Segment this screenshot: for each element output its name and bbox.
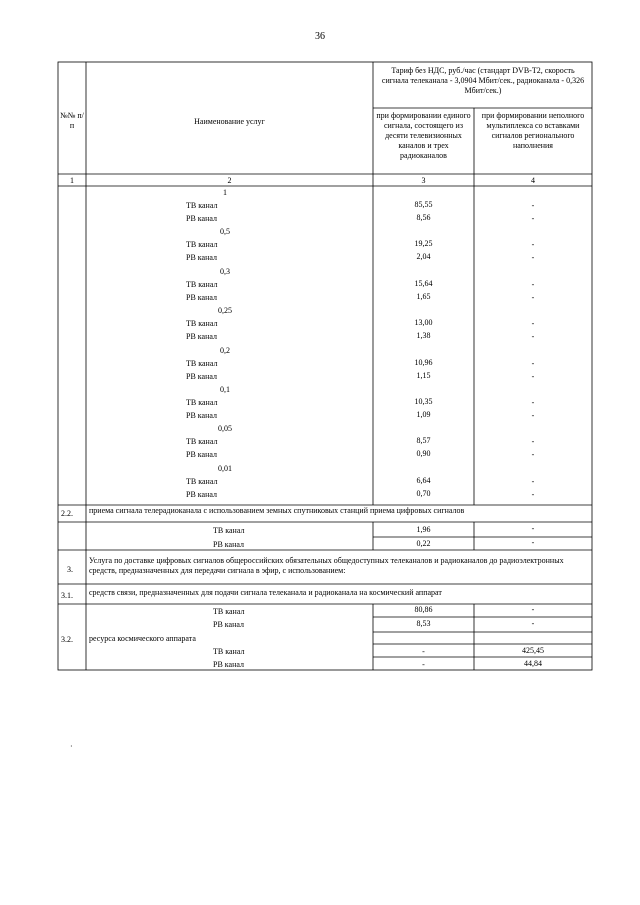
power-label: 1 [223, 188, 227, 197]
dash-cell: - [531, 319, 535, 329]
dash-cell: - [531, 253, 535, 263]
value-cell: 8,56 [416, 213, 431, 222]
dash-cell: - [531, 332, 535, 342]
dash-cell: - [422, 660, 425, 669]
section-2-2-text: приема сигнала телерадиоканала с использованием земных спутниковых станций приема цифровых сигналов [89, 506, 465, 515]
row-label: РВ канал [213, 620, 244, 629]
row-label: ТВ канал [186, 201, 218, 210]
power-label: 0,1 [220, 385, 230, 394]
header-tariff-title: Тариф без НДС, руб./час (стандарт DVB-T2, скорость сигнала телеканала - 3,0904 Мбит/сек., радиоканала - 0,326 Мбит/сек.) [381, 66, 585, 95]
value-cell: 10,35 [414, 397, 433, 406]
section-3-2-text: ресурса космического аппарата [89, 634, 196, 643]
dash-cell: - [531, 292, 535, 302]
header-col-name: Наименование услуг [194, 117, 265, 126]
dash-cell: - [531, 279, 535, 289]
value-cell: 425,45 [522, 646, 544, 655]
dash-cell: - [531, 489, 535, 499]
col-index-1: 1 [70, 176, 74, 185]
value-cell: 8,53 [416, 619, 431, 628]
row-label: ТВ канал [186, 279, 218, 289]
value-cell: 10,96 [414, 357, 433, 367]
dash-cell: - [531, 476, 535, 486]
dash-cell: - [531, 240, 535, 250]
value-cell: 1,15 [416, 370, 431, 380]
page-number: 36 [315, 31, 325, 42]
scan-mark: · [70, 742, 73, 751]
value-cell: 19,25 [414, 239, 433, 249]
value-cell: 1,65 [416, 291, 431, 301]
value-cell: 44,84 [524, 659, 542, 668]
value-cell: 2,04 [416, 252, 431, 262]
col-index-2: 2 [227, 176, 232, 185]
row-label: ТВ канал [213, 526, 245, 535]
dash-cell: - [531, 411, 535, 420]
row-label: ТВ канал [186, 398, 218, 407]
power-label: 0,3 [220, 266, 230, 276]
row-label: ТВ канал [186, 437, 218, 447]
dash-cell: - [531, 201, 535, 210]
row-label: ТВ канал [213, 607, 245, 616]
value-cell: 0,90 [416, 449, 431, 459]
section-3-1-text: средств связи, предназначенных для подачи сигнала телеканала и радиоканала на космический аппарат [89, 588, 442, 597]
value-cell: 15,64 [414, 278, 433, 288]
row-label: РВ канал [186, 411, 217, 420]
row-label: РВ канал [186, 253, 217, 263]
dash-cell: - [531, 538, 535, 547]
dash-cell: - [422, 647, 425, 656]
dash-cell: - [531, 524, 535, 533]
row-label: ТВ канал [186, 319, 218, 329]
value-cell: 80,86 [414, 605, 433, 614]
dash-cell: - [531, 437, 535, 447]
section-3-2-num: 3.2. [61, 635, 73, 644]
header-col-num: №№ п/п [60, 111, 84, 130]
row-label: РВ канал [186, 332, 217, 342]
value-cell: 0,22 [416, 539, 431, 548]
dash-cell: - [531, 371, 535, 381]
dash-cell: - [531, 619, 535, 628]
power-label: 0,5 [220, 227, 230, 237]
section-2-2-num: 2.2. [61, 509, 73, 518]
value-cell: 85,55 [414, 200, 433, 209]
section-3-text: Услуга по доставке цифровых сигналов общероссийских обязательных общедоступных телеканалов и радиоканалов до радиоэлектронных средств, предназначенных для передачи сигнала в эфир, с использованием: [89, 556, 564, 575]
row-label: ТВ канал [186, 358, 218, 368]
row-label: РВ канал [186, 214, 217, 223]
power-label: 0,05 [218, 424, 232, 434]
power-label: 0,2 [220, 345, 230, 355]
value-cell: 8,57 [416, 436, 431, 446]
col-index-3: 3 [421, 176, 426, 185]
value-cell: 1,38 [416, 331, 431, 341]
dash-cell: - [531, 214, 535, 223]
dash-cell: - [531, 605, 535, 614]
row-label: РВ канал [213, 540, 244, 549]
power-label: 0,01 [218, 463, 232, 473]
dash-cell: - [531, 358, 535, 368]
row-label: РВ канал [186, 450, 217, 460]
row-label: ТВ канал [186, 476, 218, 486]
row-label: РВ канал [186, 371, 217, 381]
value-cell: 0,70 [416, 488, 431, 498]
header-col4: при формировании неполного мультиплекса со вставками сигналов регионального наполнения [481, 111, 585, 150]
dash-cell: - [531, 450, 535, 460]
power-label: 0,25 [218, 306, 232, 316]
header-col3: при формировании единого сигнала, состоящего из десяти телевизионных каналов и трех радиоканалов [376, 111, 471, 160]
section-3-1-num: 3.1. [61, 591, 73, 600]
col-index-4: 4 [531, 176, 535, 185]
value-cell: 1,96 [416, 525, 431, 534]
dash-cell: - [531, 398, 535, 407]
row-label: ТВ канал [213, 647, 245, 656]
value-cell: 6,64 [416, 475, 431, 485]
row-label: РВ канал [186, 292, 217, 302]
value-cell: 1,09 [416, 410, 431, 419]
row-label: РВ канал [213, 660, 244, 669]
row-label: РВ канал [186, 489, 217, 499]
value-cell: 13,00 [414, 318, 433, 328]
row-label: ТВ канал [186, 240, 218, 250]
section-3-num: 3. [67, 565, 73, 574]
